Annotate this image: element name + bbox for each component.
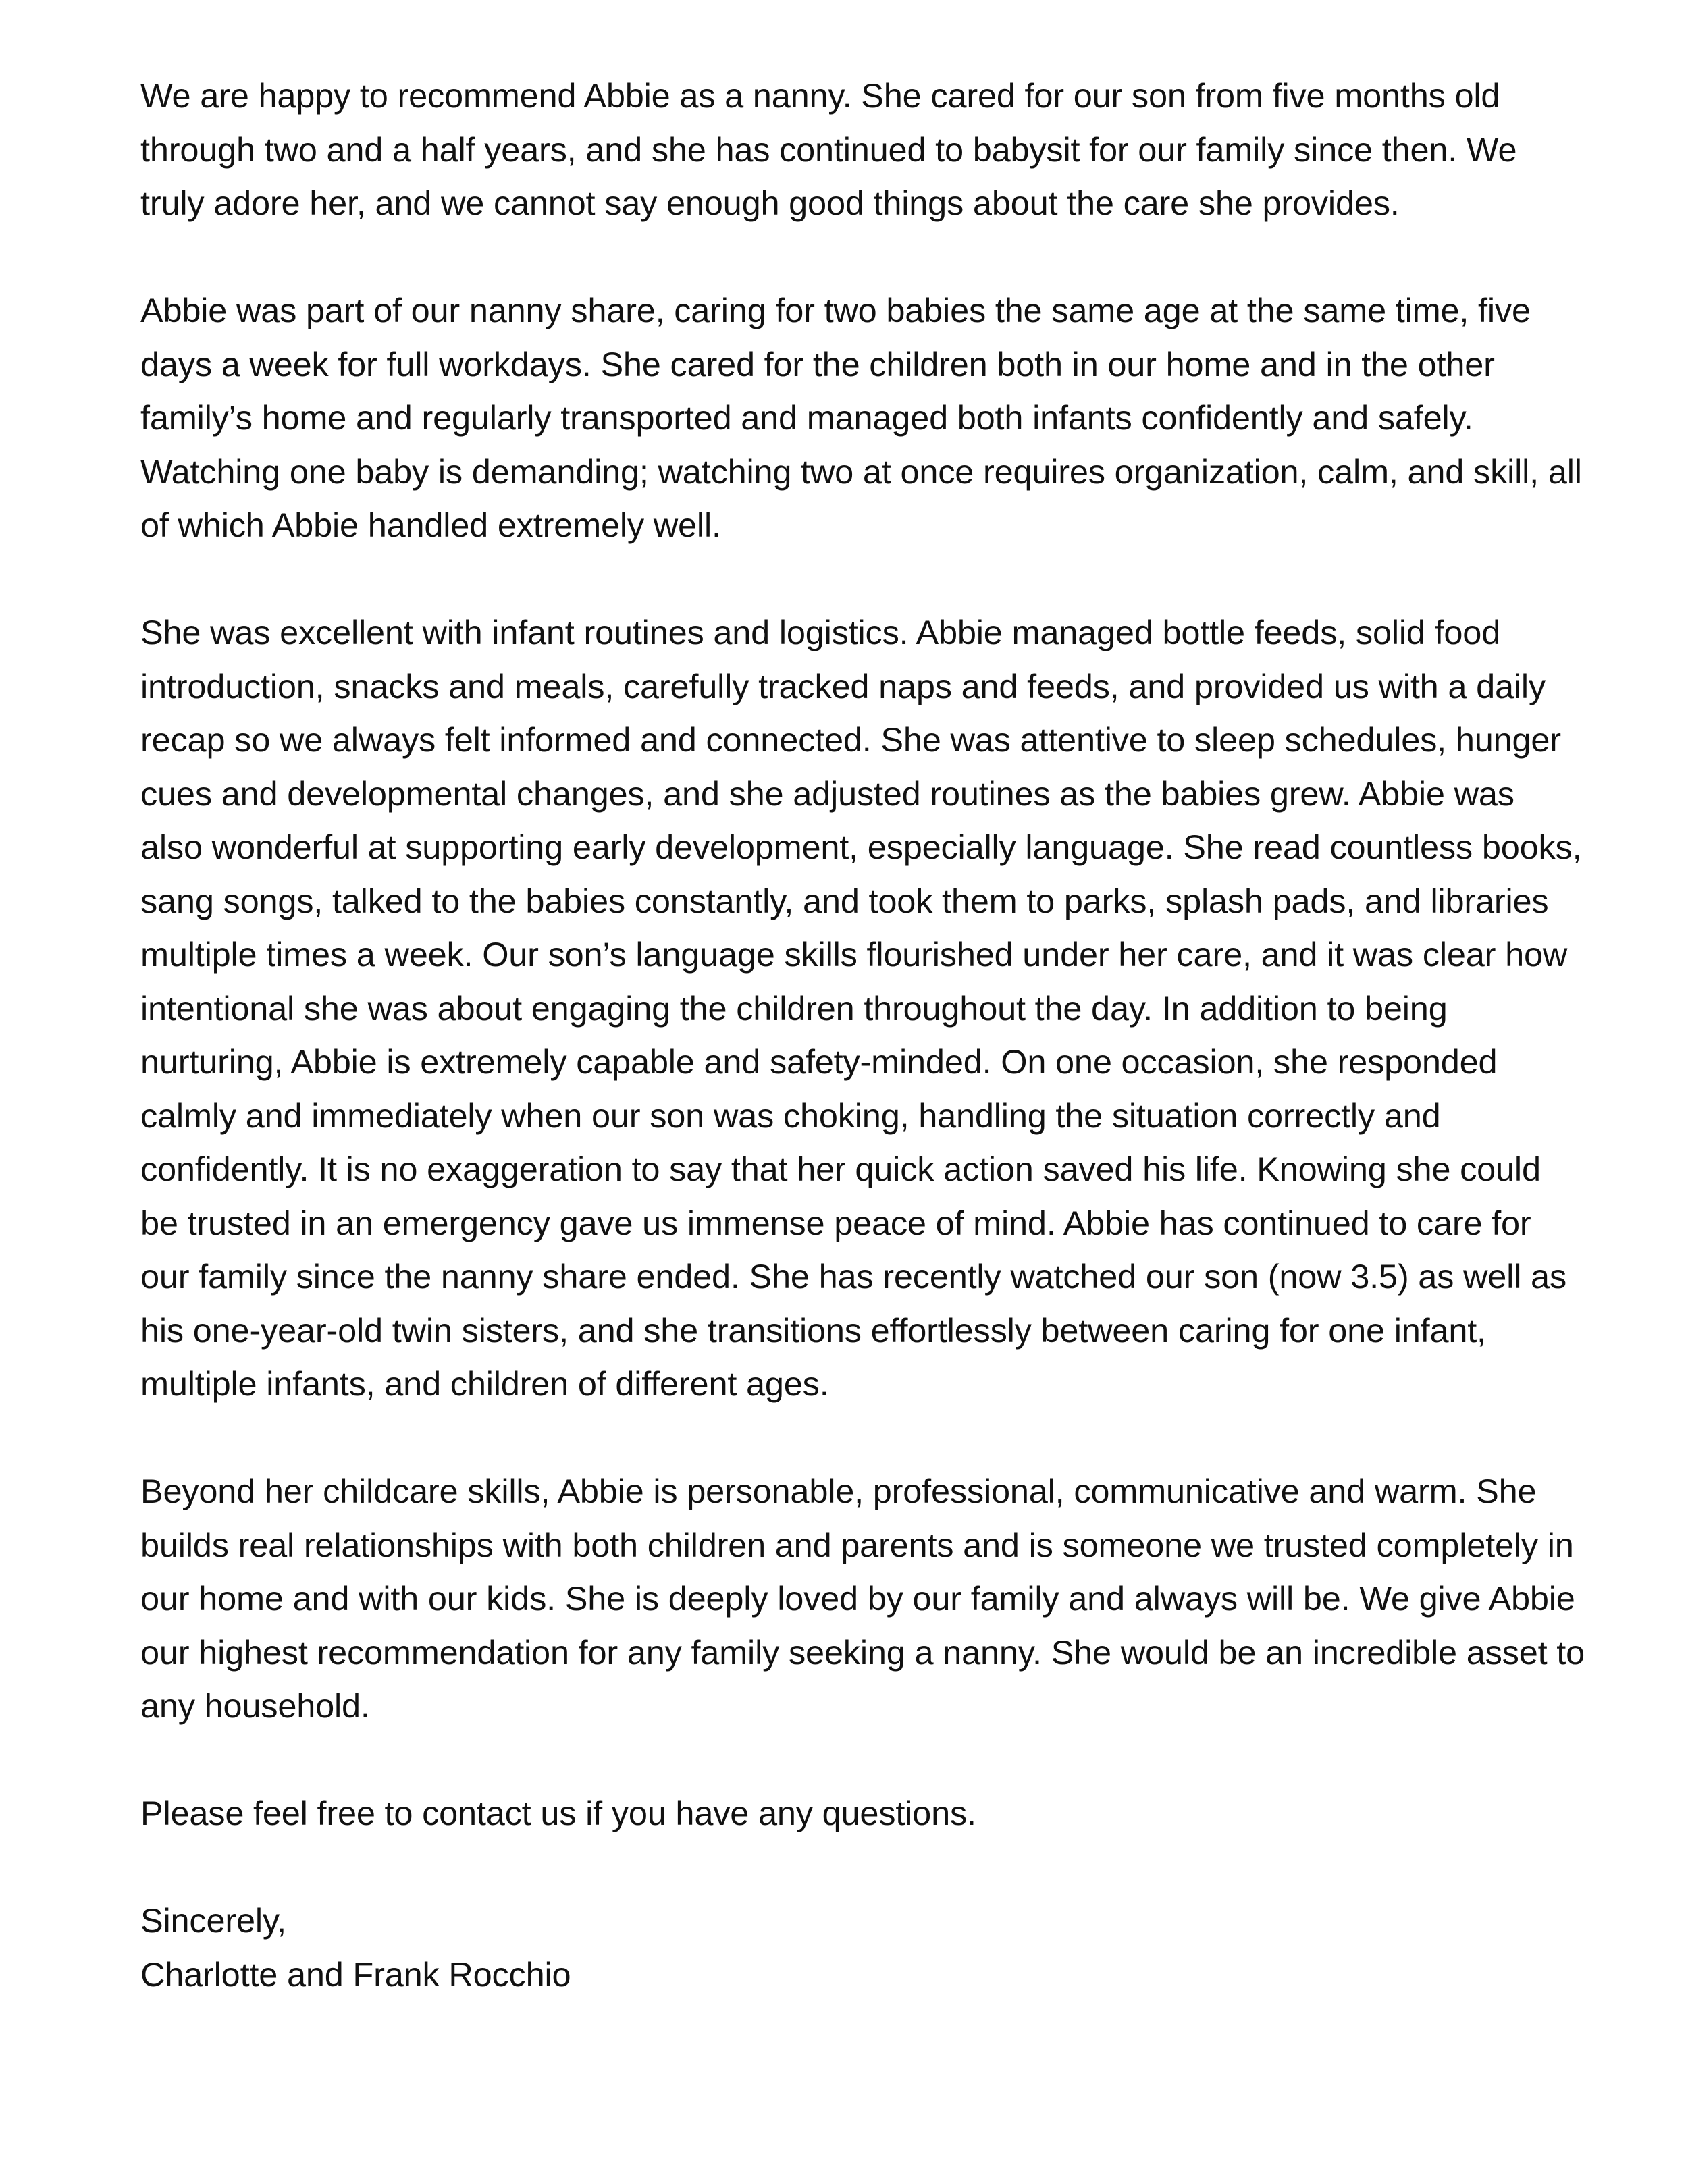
letter-page	[140, 69, 1585, 2001]
signature-name: Charlotte and Frank Rocchio	[140, 1954, 571, 1994]
paragraph-contact: Please feel free to contact us if you have any questions.	[140, 1794, 976, 1832]
closing: Sincerely,	[140, 1901, 286, 1940]
paragraph-routines: She was excellent with infant routines and logistics. Abbie managed bottle feeds, solid food introduction, snacks and meals, carefully tracked naps and feeds, and provided us with a daily recap so we always felt informed and connected. She was attentive to sleep schedules, hunger cues and developmental changes, and she adjusted routines as the babies grew. Abbie was also wonderful at supporting early development, especially language. She read countless books, sang songs, talked to the babies constantly, and took them to parks, splash pads, and libraries multiple times a week. Our son’s language skills flourished under her care, and it was clear how intentional she was about engaging the children throughout the day. In addition to being nurturing, Abbie is extremely capable and safety-minded. On one occasion, she responded calmly and immediately when our son was choking, handling the situation correctly and confidently. It is no exaggeration to say that her quick action saved his life. Knowing she could be trusted in an emergency gave us immense peace of mind. Abbie has continued to care for our family since the nanny share ended. She has recently watched our son (now 3.5) as well as his one-year-old twin sisters, and she transitions effortlessly between caring for one infant, multiple infants, and children of different ages.	[140, 613, 1582, 1403]
paragraph-nanny-share: Abbie was part of our nanny share, caring for two babies the same age at the same time, five days a week for full workdays. She cared for the children both in our home and in the other family’s home and regularly transported and managed both infants confidently and safely. Watching one baby is demanding; watching two at once requires organization, calm, and skill, all of which Abbie handled extremely well.	[140, 291, 1582, 544]
paragraph-recommendation: Beyond her childcare skills, Abbie is personable, professional, communicative and warm. She builds real relationships with both children and parents and is someone we trusted completely in our home and with our kids. She is deeply loved by our family and always will be. We give Abbie our highest recommendation for any family seeking a nanny. She would be an incredible asset to any household.	[140, 1472, 1585, 1725]
paragraph-intro: We are happy to recommend Abbie as a nanny. She cared for our son from five months old through two and a half years, and she has continued to babysit for our family since then. We truly adore her, and we cannot say enough good things about the care she provides.	[140, 76, 1517, 222]
